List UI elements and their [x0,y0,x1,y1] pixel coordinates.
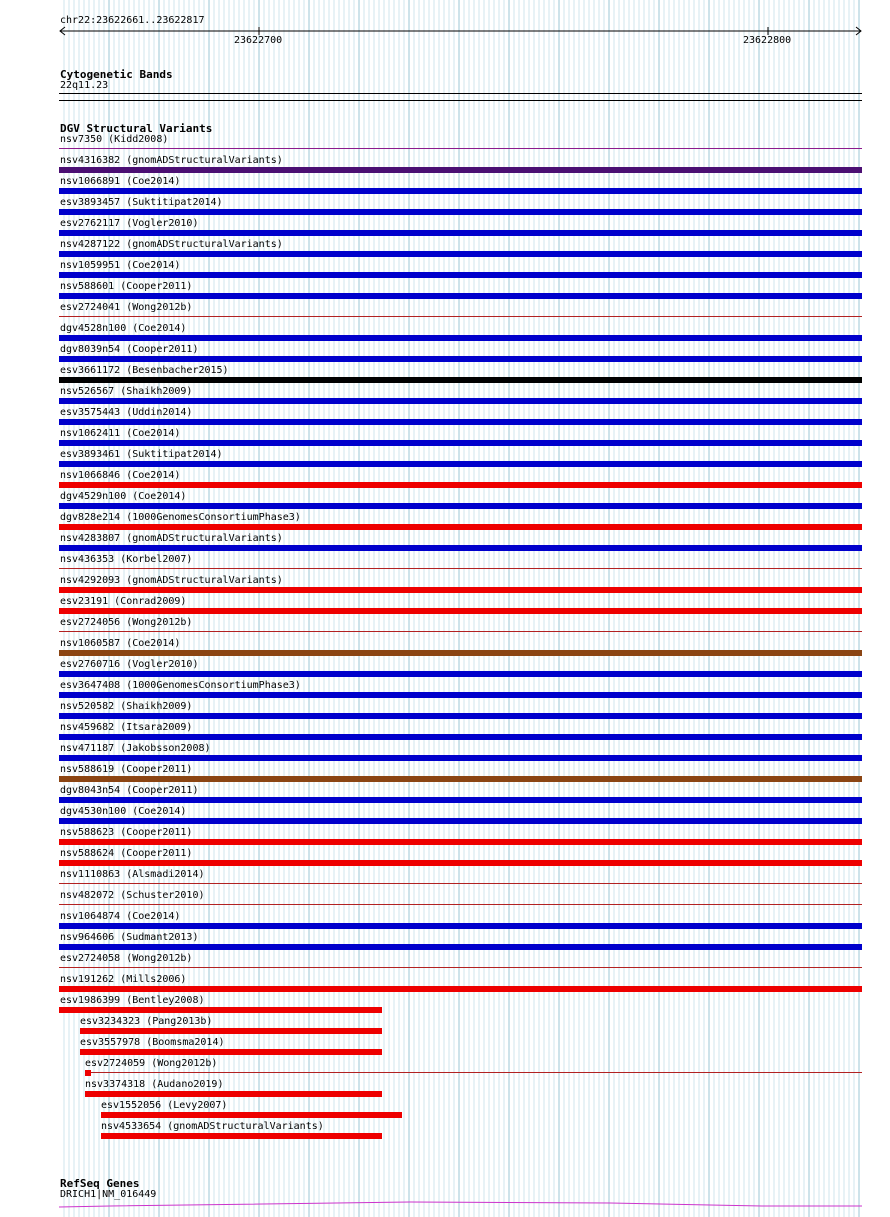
dgv-feature-label[interactable]: esv3575443 (Uddin2014) [60,407,193,418]
dgv-feature-bar[interactable] [80,1028,382,1034]
dgv-feature-line[interactable] [59,568,862,569]
dgv-feature-label[interactable]: esv2724041 (Wong2012b) [60,302,193,313]
dgv-feature-bar[interactable] [59,671,862,677]
dgv-feature-label[interactable]: esv23191 (Conrad2009) [60,596,187,607]
cytobands-track-title[interactable]: Cytogenetic Bands [60,68,173,81]
dgv-feature-bar[interactable] [101,1133,382,1139]
dgv-feature-label[interactable]: dgv4529n100 (Coe2014) [60,491,187,502]
dgv-feature-bar[interactable] [59,461,862,467]
dgv-feature-label[interactable]: nsv459682 (Itsara2009) [60,722,193,733]
dgv-feature-label[interactable]: nsv1059951 (Coe2014) [60,260,181,271]
dgv-feature-label[interactable]: nsv1060587 (Coe2014) [60,638,181,649]
dgv-feature-bar[interactable] [85,1070,91,1076]
dgv-feature-label[interactable]: dgv828e214 (1000GenomesConsortiumPhase3) [60,512,301,523]
dgv-feature-bar[interactable] [59,251,862,257]
ruler-tick-label: 23622700 [234,35,283,46]
dgv-feature-label[interactable]: nsv191262 (Mills2006) [60,974,187,985]
dgv-feature-bar[interactable] [59,503,862,509]
dgv-feature-bar[interactable] [59,188,862,194]
dgv-feature-label[interactable]: nsv1066891 (Coe2014) [60,176,181,187]
dgv-feature-label[interactable]: esv1986399 (Bentley2008) [60,995,205,1006]
dgv-feature-bar[interactable] [59,167,862,173]
dgv-feature-label[interactable]: esv3893461 (Suktitipat2014) [60,449,223,460]
dgv-feature-bar[interactable] [59,587,862,593]
dgv-feature-label[interactable]: nsv1062411 (Coe2014) [60,428,181,439]
refseq-track-title[interactable]: RefSeq Genes [60,1177,140,1190]
dgv-feature-label[interactable]: nsv964606 (Sudmant2013) [60,932,199,943]
dgv-feature-label[interactable]: nsv482072 (Schuster2010) [60,890,205,901]
dgv-feature-bar[interactable] [59,776,862,782]
dgv-feature-label[interactable]: nsv4533654 (gnomADStructuralVariants) [101,1121,324,1132]
dgv-feature-bar[interactable] [59,713,862,719]
dgv-feature-bar[interactable] [59,860,862,866]
dgv-feature-label[interactable]: dgv8039n54 (Cooper2011) [60,344,199,355]
dgv-feature-bar[interactable] [59,839,862,845]
dgv-feature-label[interactable]: esv3234323 (Pang2013b) [80,1016,213,1027]
gene-label[interactable]: DRICH1|NM_016449 [60,1189,157,1200]
dgv-feature-bar[interactable] [59,545,862,551]
dgv-feature-bar[interactable] [85,1091,382,1097]
dgv-feature-bar[interactable] [59,272,862,278]
dgv-feature-bar[interactable] [59,440,862,446]
dgv-feature-label[interactable]: nsv1066846 (Coe2014) [60,470,181,481]
track-divider [59,100,862,101]
dgv-feature-label[interactable]: esv3647408 (1000GenomesConsortiumPhase3) [60,680,301,691]
dgv-feature-label[interactable]: nsv7350 (Kidd2008) [60,134,169,145]
dgv-feature-label[interactable]: nsv436353 (Korbel2007) [60,554,193,565]
dgv-feature-line[interactable] [59,148,862,149]
dgv-feature-label[interactable]: nsv4316382 (gnomADStructuralVariants) [60,155,283,166]
dgv-feature-label[interactable]: nsv588623 (Cooper2011) [60,827,193,838]
dgv-feature-label[interactable]: dgv4528n100 (Coe2014) [60,323,187,334]
dgv-feature-label[interactable]: esv3557978 (Boomsma2014) [80,1037,225,1048]
dgv-feature-label[interactable]: nsv520582 (Shaikh2009) [60,701,193,712]
dgv-feature-label[interactable]: nsv471187 (Jakobsson2008) [60,743,211,754]
dgv-feature-bar[interactable] [59,398,862,404]
dgv-feature-bar[interactable] [59,692,862,698]
dgv-feature-label[interactable]: nsv1110863 (Alsmadi2014) [60,869,205,880]
cytoband-label: 22q11.23 [60,80,109,91]
dgv-feature-bar[interactable] [59,209,862,215]
dgv-feature-bar[interactable] [59,356,862,362]
dgv-feature-bar[interactable] [59,986,862,992]
gene-model[interactable] [0,1196,890,1212]
dgv-feature-bar[interactable] [59,944,862,950]
dgv-feature-label[interactable]: esv3893457 (Suktitipat2014) [60,197,223,208]
dgv-feature-label[interactable]: nsv1064874 (Coe2014) [60,911,181,922]
dgv-feature-label[interactable]: nsv3374318 (Audano2019) [85,1079,224,1090]
dgv-feature-bar[interactable] [59,923,862,929]
region-label: chr22:23622661..23622817 [60,15,205,26]
dgv-feature-label[interactable]: esv2762117 (Vogler2010) [60,218,199,229]
dgv-feature-label[interactable]: nsv588624 (Cooper2011) [60,848,193,859]
dgv-feature-line[interactable] [59,904,862,905]
dgv-feature-label[interactable]: nsv526567 (Shaikh2009) [60,386,193,397]
dgv-feature-label[interactable]: esv3661172 (Besenbacher2015) [60,365,229,376]
dgv-feature-bar[interactable] [59,755,862,761]
dgv-feature-label[interactable]: nsv4287122 (gnomADStructuralVariants) [60,239,283,250]
dgv-feature-bar[interactable] [59,419,862,425]
dgv-track-title[interactable]: DGV Structural Variants [60,122,213,135]
dgv-feature-bar[interactable] [59,818,862,824]
dgv-feature-bar[interactable] [59,230,862,236]
dgv-feature-label[interactable]: esv2724059 (Wong2012b) [85,1058,218,1069]
dgv-feature-bar[interactable] [59,797,862,803]
dgv-feature-bar[interactable] [59,734,862,740]
dgv-feature-label[interactable]: nsv588601 (Cooper2011) [60,281,193,292]
dgv-feature-line[interactable] [59,967,862,968]
dgv-feature-bar[interactable] [59,293,862,299]
dgv-feature-label[interactable]: esv2724058 (Wong2012b) [60,953,193,964]
dgv-feature-label[interactable]: nsv4283807 (gnomADStructuralVariants) [60,533,283,544]
dgv-feature-label[interactable]: nsv4292093 (gnomADStructuralVariants) [60,575,283,586]
dgv-feature-line[interactable] [59,316,862,317]
dgv-feature-label[interactable]: nsv588619 (Cooper2011) [60,764,193,775]
dgv-feature-bar[interactable] [59,1007,382,1013]
ruler-tick-label: 23622800 [743,35,792,46]
dgv-feature-bar[interactable] [59,650,862,656]
dgv-feature-bar[interactable] [59,608,862,614]
dgv-feature-line[interactable] [59,883,862,884]
dgv-feature-label[interactable]: esv1552056 (Levy2007) [101,1100,228,1111]
dgv-feature-bar[interactable] [59,482,862,488]
cytoband-track-line [59,93,862,94]
dgv-feature-bar[interactable] [59,335,862,341]
dgv-feature-label[interactable]: esv2724056 (Wong2012b) [60,617,193,628]
dgv-feature-bar[interactable] [101,1112,402,1118]
dgv-feature-label[interactable]: dgv4530n100 (Coe2014) [60,806,187,817]
dgv-feature-line[interactable] [91,1072,862,1073]
dgv-feature-bar[interactable] [59,524,862,530]
dgv-feature-line[interactable] [59,631,862,632]
dgv-feature-label[interactable]: esv2760716 (Vogler2010) [60,659,199,670]
dgv-feature-bar[interactable] [59,377,862,383]
dgv-feature-bar[interactable] [80,1049,382,1055]
dgv-feature-label[interactable]: dgv8043n54 (Cooper2011) [60,785,199,796]
